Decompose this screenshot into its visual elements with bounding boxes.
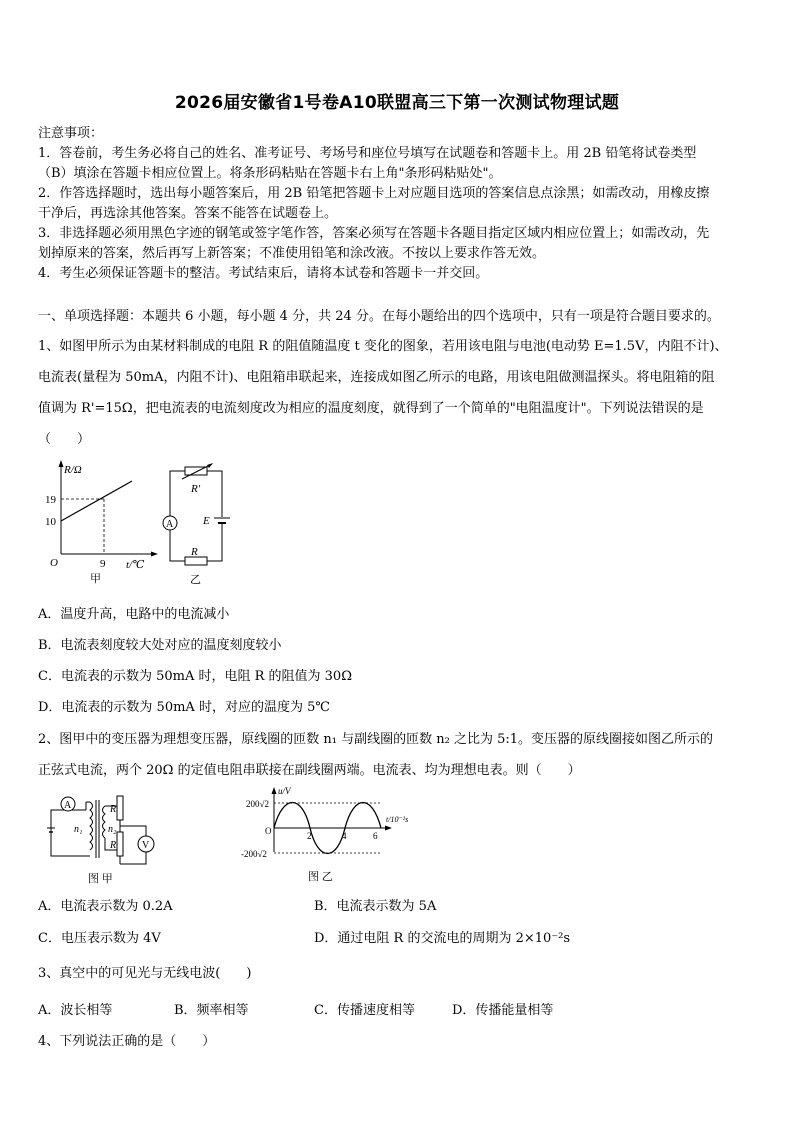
origin-label: O [265, 826, 272, 836]
tick-label-10: 10 [45, 516, 56, 528]
tick-label-2: 2 [307, 831, 312, 841]
page-title: 2026届安徽省1号卷A10联盟高三下第一次测试物理试题 [174, 93, 620, 113]
q1-stem-line: 值调为 R'=15Ω，把电流表的电流刻度改为相应的温度刻度，就得到了一个简单的"电阻温度计"。下列说法错误的是 [38, 401, 704, 416]
notice-line: 4．考生必须保证答题卡的整洁。考试结束后，请将本试卷和答题卡一并交回。 [38, 266, 489, 281]
q1-stem-line: 1、如图甲所示为由某材料制成的电阻 R 的阻值随温度 t 变化的图象，若用该电阻与电池(电动势 E=1.5V，内阻不计)、 [38, 339, 728, 354]
notice-line: 3．非选择题必须用黑色字迹的钢笔或签字笔作答，答案必须写在答题卡各题目指定区域内相应位置上；如需改动，先 [38, 226, 710, 241]
q1-stem-line: 电流表(量程为 50mA，内阻不计)、电阻箱串联起来，连接成如图乙所示的电路，用该电阻做测温探头。将电阻箱的阻 [38, 370, 715, 385]
primary-coil [90, 802, 93, 850]
q2-option-d[interactable]: D．通过电阻 R 的交流电的周期为 2×10⁻²s [314, 931, 571, 946]
voltmeter-label: V [142, 840, 150, 851]
figure-caption-yi: 图 乙 [308, 871, 333, 883]
figure-caption-jia: 甲 [90, 573, 101, 585]
figure-caption-yi: 乙 [190, 574, 201, 586]
resistor-lower [117, 832, 123, 856]
q1-stem-line: （ ） [38, 432, 91, 447]
q3-option-d[interactable]: D．传播能量相等 [452, 1003, 554, 1018]
q2-figure-jia [46, 786, 166, 886]
q2-figure-yi [238, 784, 418, 888]
axis-label-r: R/Ω [64, 464, 82, 476]
q1-option-a[interactable]: A．温度升高，电路中的电流减小 [38, 607, 230, 622]
tick-label-4: 4 [342, 831, 347, 841]
q2-option-a[interactable]: A．电流表示数为 0.2A [38, 899, 173, 914]
q2-stem-line: 正弦式电流，两个 20Ω 的定值电阻串联接在副线圈两端。电流表、均为理想电表。则（ ） [38, 763, 581, 778]
tick-label-19: 19 [45, 494, 56, 506]
label-rp: R' [191, 483, 201, 495]
notice-line: 干净后，再选涂其他答案。答案不能答在试题卷上。 [38, 206, 338, 221]
resistor-upper [117, 796, 123, 820]
axis-label-t: t/10⁻²s [386, 815, 409, 824]
notice-line: 划掉原来的答案，然后再写上新答案；不准使用铅笔和涂改液。不按以上要求作答无效。 [38, 246, 546, 261]
q3-option-c[interactable]: C．传播速度相等 [314, 1003, 415, 1018]
notice-heading: 注意事项： [38, 126, 104, 141]
label-r-upper: R [110, 804, 117, 815]
ammeter-label: A [166, 519, 174, 530]
secondary-coil [103, 806, 106, 838]
axis-label-t: t/℃ [126, 559, 145, 571]
section-heading: 一、单项选择题：本题共 6 小题，每小题 4 分，共 24 分。在每小题给出的四个选项中，只有一项是符合题目要求的。 [38, 309, 720, 324]
q1-option-c[interactable]: C．电流表的示数为 50mA 时，电阻 R 的阻值为 30Ω [38, 669, 352, 684]
q1-figure-yi [158, 462, 248, 590]
figure-caption-jia: 图 甲 [88, 873, 113, 885]
ammeter-label: A [64, 800, 72, 811]
tick-label-positive: 200√2 [246, 799, 269, 809]
origin-label: O [50, 557, 58, 569]
notice-line: 1．答卷前，考生务必将自己的姓名、准考证号、考场号和座位号填写在试题卷和答题卡上。用 2B 铅笔将试卷类型 [38, 146, 697, 161]
label-n1: n₁ [74, 824, 83, 835]
q2-option-b[interactable]: B．电流表示数为 5A [314, 899, 437, 914]
q1-option-d[interactable]: D．电流表的示数为 50mA 时，对应的温度为 5℃ [38, 700, 330, 715]
q1-option-b[interactable]: B．电流表刻度较大处对应的温度刻度较小 [38, 638, 282, 653]
q3-option-b[interactable]: B．频率相等 [174, 1003, 249, 1018]
resistor-box-r [185, 557, 207, 565]
tick-label-6: 6 [373, 831, 378, 841]
axis-label-u: u/V [278, 786, 291, 796]
label-n2: n₂ [108, 824, 117, 835]
tick-label-9: 9 [100, 558, 106, 570]
q2-option-c[interactable]: C．电压表示数为 4V [38, 931, 161, 946]
tick-label-negative: -200√2 [241, 849, 267, 859]
q3-stem: 3、真空中的可见光与无线电波( ) [38, 966, 252, 981]
q1-figure-jia [42, 458, 160, 588]
notice-line: 2．作答选择题时，选出每小题答案后，用 2B 铅笔把答题卡上对应题目选项的答案信息点涂黑；如需改动，用橡皮擦 [38, 186, 710, 201]
label-e: E [203, 515, 210, 527]
q3-option-a[interactable]: A．波长相等 [38, 1003, 113, 1018]
notice-line: （B）填涂在答题卡相应位置上。将条形码粘贴在答题卡右上角"条形码粘贴处"。 [38, 166, 502, 181]
q4-stem: 4、下列说法正确的是（ ） [38, 1034, 216, 1049]
label-r: R [191, 546, 198, 558]
q2-stem-line: 2、图甲中的变压器为理想变压器，原线圈的匝数 n₁ 与副线圈的匝数 n₂ 之比为 5:1。变压器的原线圈接如图乙所示的 [38, 732, 714, 747]
label-r-lower: R [110, 840, 117, 851]
